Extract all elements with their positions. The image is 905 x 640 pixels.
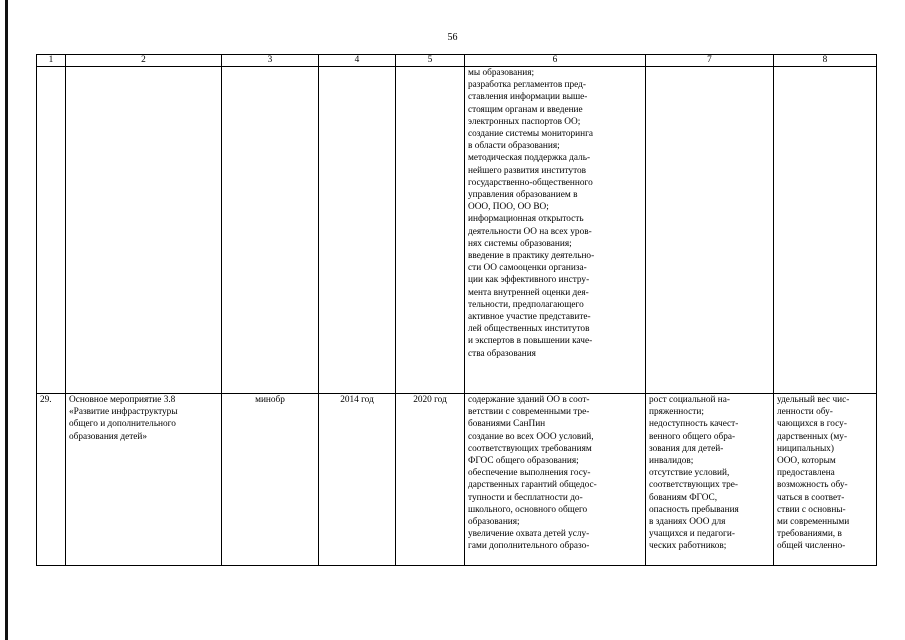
activities-table [36, 54, 877, 566]
column-number-row [37, 55, 877, 67]
text-line: и экспертов в повышении каче- [468, 336, 593, 347]
text-line: ствии с основны- [777, 504, 846, 515]
empty-cell [774, 67, 877, 394]
column-number: 2 [66, 55, 222, 67]
text-line: сти ОО самооценки организа- [468, 263, 587, 274]
text-line: государственно-общественного [468, 177, 593, 188]
continuation-outcomes-cell [465, 67, 646, 394]
text-line: мы образования; [468, 68, 535, 78]
text-line: опасность пребывания [649, 504, 739, 515]
text-line: ветствии с современными тре- [468, 407, 590, 418]
text-line: ниципальных) [777, 443, 834, 454]
text-line: ции как эффективного инстру- [468, 275, 590, 286]
text-line: тупности и бесплатности до- [468, 492, 583, 503]
text-line: чающихся в госу- [777, 419, 847, 430]
text-line: ческих работников; [649, 541, 727, 552]
text-line: ми современными [777, 517, 850, 528]
text-line: в зданиях ООО для [649, 517, 726, 528]
column-number: 8 [774, 55, 877, 67]
text-line: пряженности; [649, 407, 704, 418]
text-line: информационная открытость [468, 214, 584, 225]
indicator-text [777, 394, 873, 553]
column-number: 7 [646, 55, 774, 67]
column-number: 5 [396, 55, 465, 67]
text-line: ФГОС общего образования; [468, 456, 579, 467]
text-line: ства образования [468, 348, 536, 359]
text-line: венного общего обра- [649, 431, 736, 442]
row-number: 29. [37, 394, 66, 566]
text-line: дарственных гарантий общедос- [468, 480, 597, 491]
expected-results-text [468, 394, 642, 553]
text-line: бованиям ФГОС, [649, 492, 718, 503]
text-line: создание системы мониторинга [468, 129, 594, 140]
executor-cell: минобр [222, 394, 319, 566]
text-line: разработка регламентов пред- [468, 80, 586, 91]
activity-title [69, 394, 218, 443]
text-line: образования детей» [69, 431, 148, 442]
empty-cell [37, 67, 66, 394]
text-line: ООО, ПОО, ОО ВО; [468, 202, 549, 213]
empty-cell [319, 67, 396, 394]
empty-cell [66, 67, 222, 394]
activity-title-cell [66, 394, 222, 566]
start-year-cell: 2014 год [319, 394, 396, 566]
text-line: школьного, основного общего [468, 504, 588, 515]
text-line: методическая поддержка даль- [468, 153, 591, 164]
text-line: чаться в соответ- [777, 492, 845, 503]
column-number: 6 [465, 55, 646, 67]
text-line: общей численно- [777, 541, 846, 552]
text-line: нейшего развития институтов [468, 165, 587, 176]
text-line: «Развитие инфраструктуры [69, 407, 178, 418]
text-line: образования; [468, 517, 520, 528]
text-line: нях системы образования; [468, 238, 572, 249]
text-line: введение в практику деятельно- [468, 251, 595, 262]
empty-cell [396, 67, 465, 394]
text-line: активное участие представите- [468, 312, 591, 323]
column-number: 3 [222, 55, 319, 67]
text-line: мента внутренней оценки дея- [468, 287, 589, 298]
text-line: гами дополнительного образо- [468, 541, 590, 552]
text-line: в области образования; [468, 141, 560, 152]
table-row-29 [37, 394, 877, 566]
empty-cell [222, 67, 319, 394]
binding-edge-bar [5, 0, 8, 640]
text-line: стоящим органам и введение [468, 104, 583, 115]
column-number: 1 [37, 55, 66, 67]
text-line: зования для детей- [649, 443, 724, 454]
text-line: возможность обу- [777, 480, 848, 491]
text-line: деятельности ОО на всех уров- [468, 226, 592, 237]
text-line: электронных паспортов ОО; [468, 116, 581, 127]
text-line: удельный вес чис- [777, 395, 850, 405]
column-number: 4 [319, 55, 396, 67]
text-line: предоставлена [777, 468, 835, 479]
text-line: ставления информации выше- [468, 92, 588, 103]
end-year-cell: 2020 год [396, 394, 465, 566]
text-line: рост социальной на- [649, 395, 730, 405]
text-line: учащихся и педагоги- [649, 529, 735, 540]
consequences-text [649, 394, 770, 553]
text-line: соответствующих требованиям [468, 443, 592, 454]
text-line: обеспечение выполнения госу- [468, 468, 591, 479]
text-line: соответствующих тре- [649, 480, 739, 491]
page-number: 56 [447, 32, 458, 43]
text-line: бованиями СанПин [468, 419, 546, 430]
text-line: управления образованием в [468, 190, 578, 201]
text-line: недоступность качест- [649, 419, 739, 430]
continuation-outcomes-text [468, 67, 642, 360]
text-line: отсутствие условий, [649, 468, 730, 479]
indicator-cell [774, 394, 877, 566]
text-line: лей общественных институтов [468, 324, 590, 335]
text-line: увеличение охвата детей услу- [468, 529, 590, 540]
text-line: ленности обу- [777, 407, 833, 418]
text-line: ООО, которым [777, 456, 836, 467]
text-line: дарственных (му- [777, 431, 848, 442]
text-line: содержание зданий ОО в соот- [468, 395, 590, 405]
text-line: общего и дополнительного [69, 419, 176, 430]
text-line: Основное мероприятие 3.8 [69, 395, 176, 405]
empty-cell [646, 67, 774, 394]
text-line: инвалидов; [649, 456, 694, 467]
consequences-cell [646, 394, 774, 566]
expected-results-cell [465, 394, 646, 566]
text-line: тельности, предполагающего [468, 299, 584, 310]
text-line: создание во всех ООО условий, [468, 431, 594, 442]
continuation-row [37, 67, 877, 394]
text-line: требованиями, в [777, 529, 842, 540]
